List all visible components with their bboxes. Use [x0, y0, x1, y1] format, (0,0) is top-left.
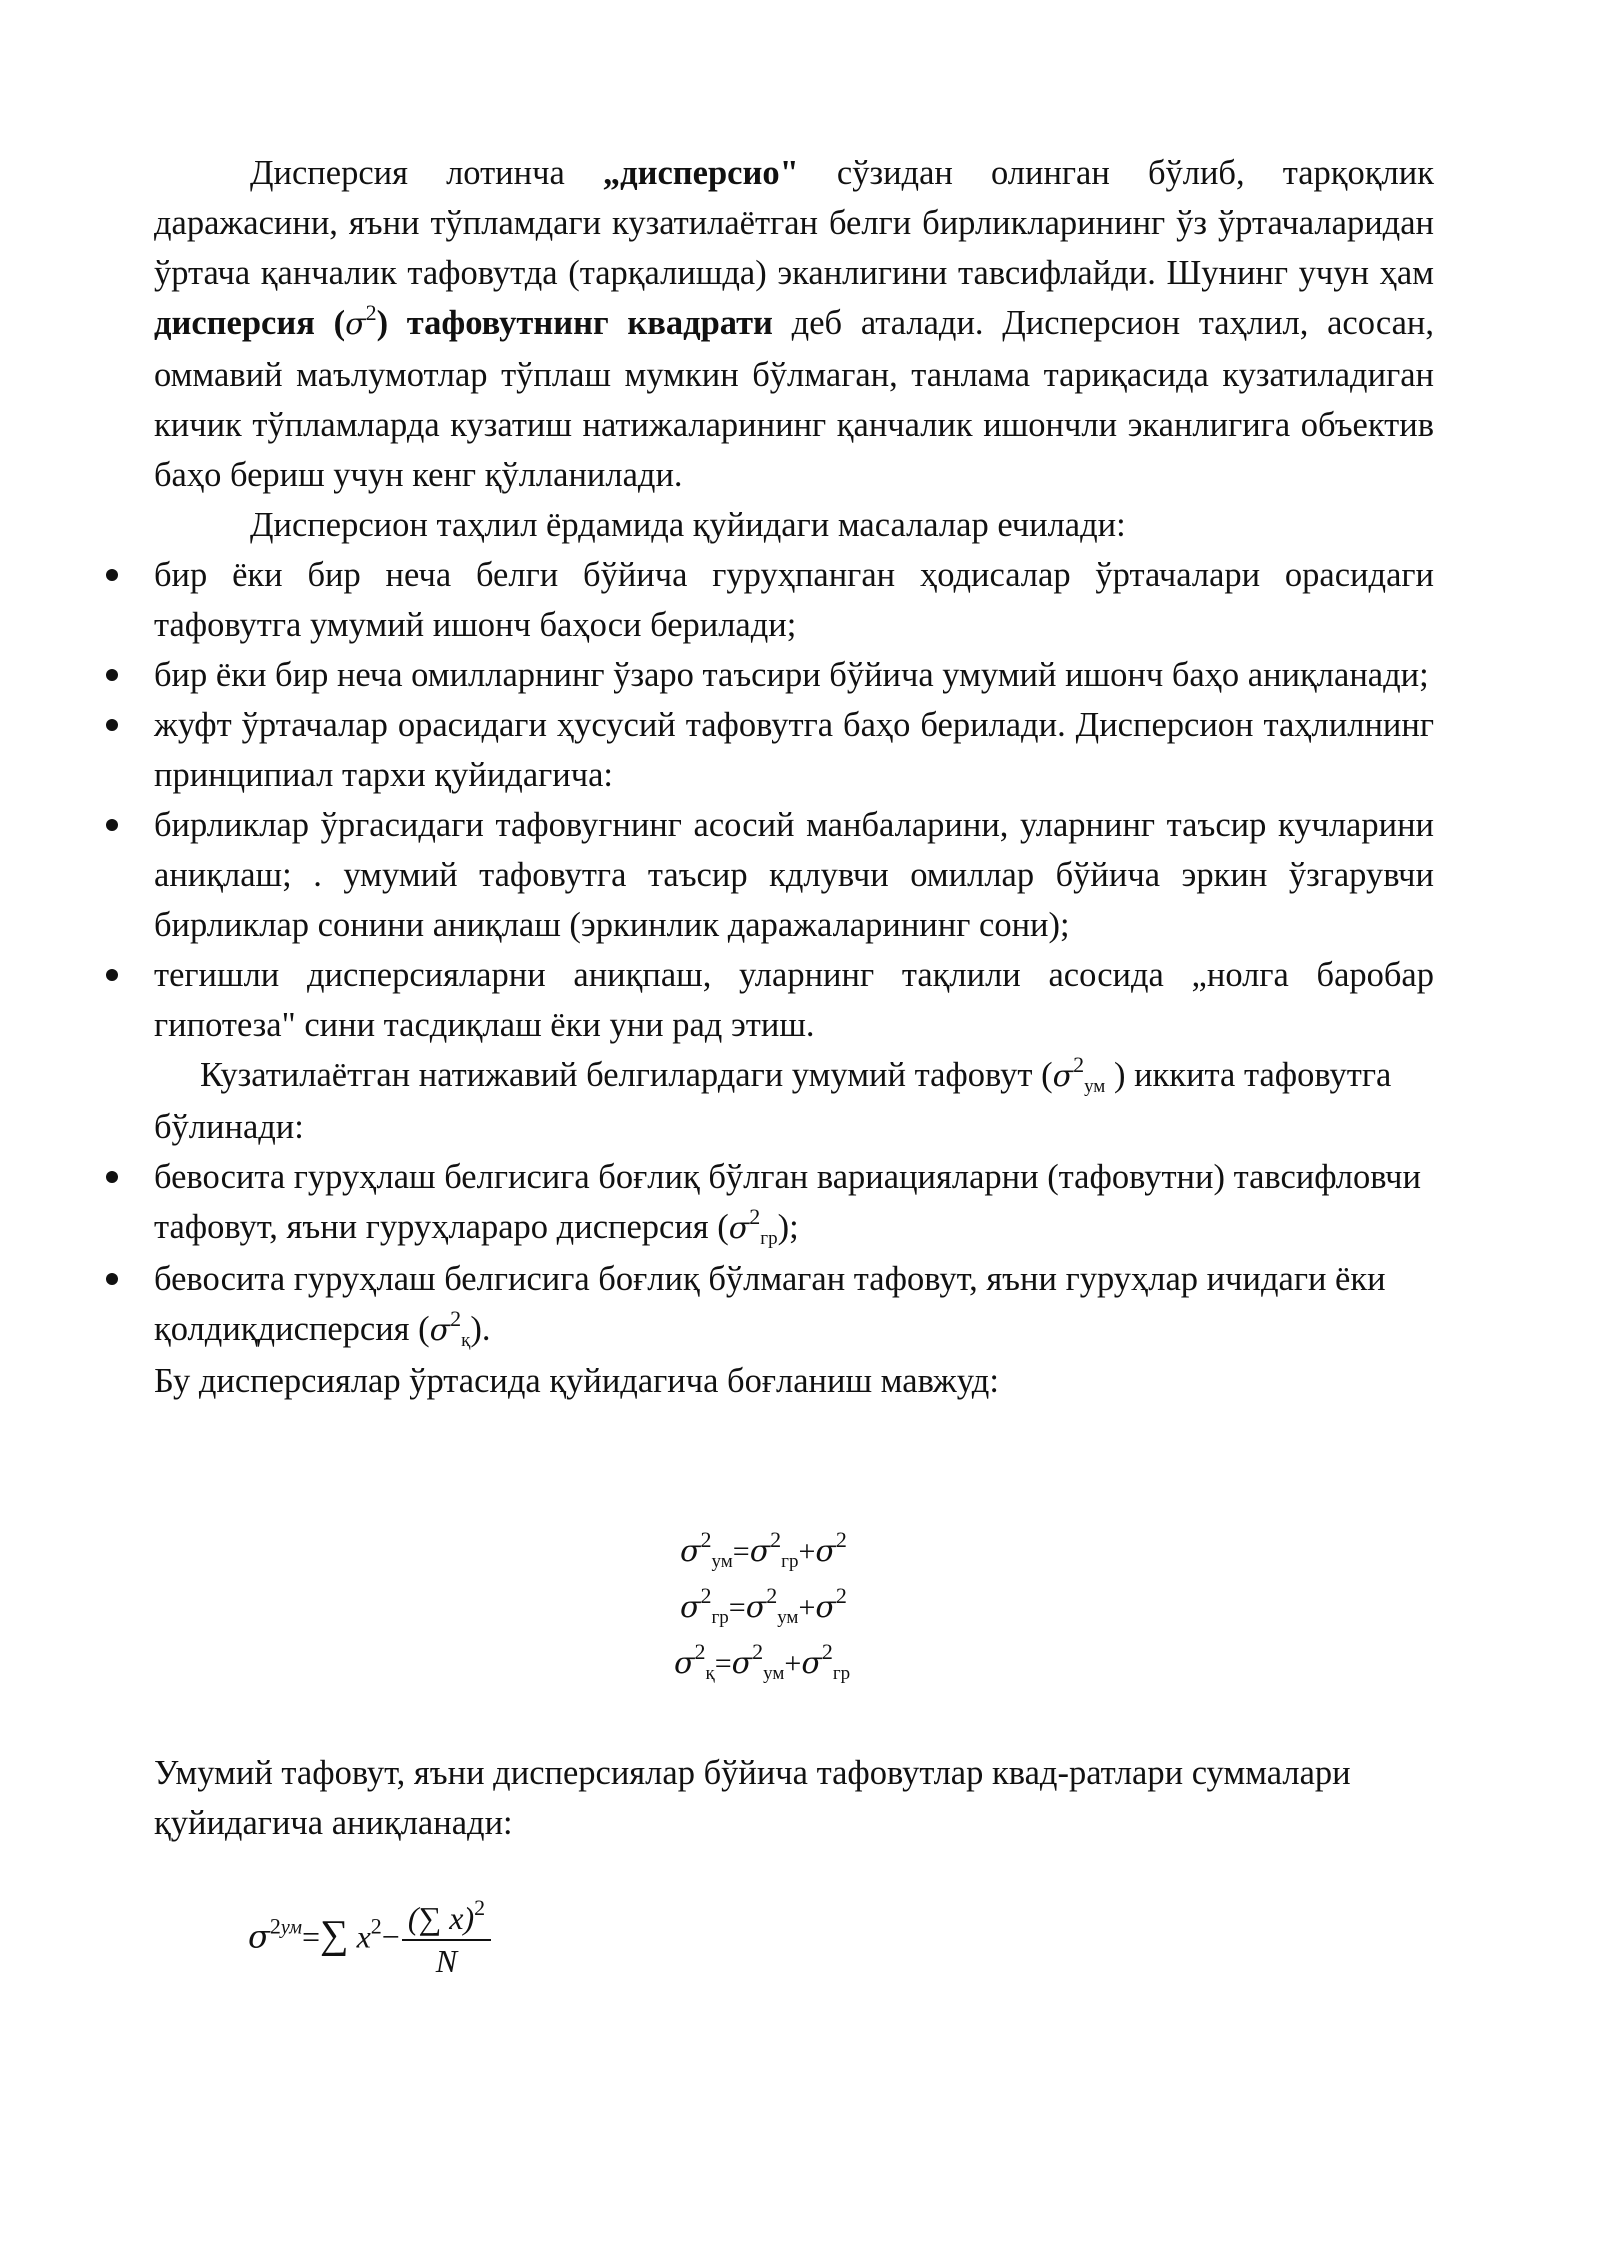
fraction-numerator	[402, 1895, 491, 1941]
square-superscript: 2	[770, 1527, 782, 1552]
fraction	[402, 1895, 491, 1980]
square-superscript: 2	[450, 1306, 462, 1331]
plus-sign: +	[798, 1591, 816, 1624]
formula-3	[674, 1639, 851, 1684]
equals-sign: =	[302, 1918, 321, 1955]
square-superscript: 2	[821, 1639, 833, 1664]
sigma-symbol: σ	[680, 1534, 701, 1569]
intro-bold-term: „дисперсио"	[602, 154, 799, 192]
sigma-symbol: σ	[248, 1917, 270, 1956]
minus-sign: −	[381, 1918, 400, 1955]
bullet-icon	[106, 669, 118, 681]
paragraph-sum-of-squares: Умумий тафовут, яъни дисперсиялар бўйича тафовутлар квад-ратлари суммалари қуйидагича аниқланади:	[154, 1754, 1351, 1842]
intro-bold-3: )	[376, 304, 389, 342]
formula-2	[680, 1583, 847, 1628]
sum-icon: ∑	[320, 1911, 349, 1957]
list-item	[154, 550, 1434, 650]
square-superscript: 2	[752, 1639, 764, 1664]
square-superscript: 2	[365, 300, 377, 325]
numerator-expression: (∑ x)	[407, 1900, 475, 1936]
paragraph-relation: Бу дисперсиялар ўртасида қуйидагича боғланиш мавжуд:	[154, 1362, 999, 1400]
bullet-icon	[106, 1273, 118, 1285]
bullet-icon	[106, 719, 118, 731]
sigma-symbol: σ	[749, 1534, 771, 1569]
paragraph-total-variance	[154, 1050, 1434, 1152]
sigma-symbol: σ	[815, 1534, 836, 1569]
paragraph-tasks-heading: Дисперсион таҳлил ёрдамида қуйидаги масалалар ечилади:	[250, 506, 1126, 544]
list-item	[154, 1152, 1434, 1254]
sigma-symbol: σ	[345, 307, 366, 342]
list-item	[154, 800, 1434, 950]
sigma-symbol: σ	[728, 1211, 750, 1246]
paragraph-intro	[154, 148, 1434, 500]
intro-bold-4: тафовутнинг квадрати	[388, 304, 773, 342]
formula-subscript: ум	[763, 1663, 785, 1684]
intro-text-3: деб аталади. Дисперсион таҳлил, асосан, оммавий маълумотлар тўплаш мумкин бўлмаган, танлама тариқасида кузатиладиган кичик тўпламларда кузатиш натижаларининг қанчалик ишончли эканлигига объектив баҳо бериш учун кенг қўлланилади.	[154, 304, 1434, 494]
list-item-text: жуфт ўртачалар орасидаги ҳусусий тафовутга баҳо берилади. Дисперсион таҳлилнинг принципиал тархи қуйидагича:	[154, 706, 1434, 794]
bullet-icon	[106, 969, 118, 981]
bullet-icon	[106, 819, 118, 831]
formula-1	[680, 1527, 847, 1572]
bullet-icon	[106, 569, 118, 581]
sigma-symbol: σ	[801, 1646, 822, 1681]
fraction-denominator: N	[435, 1943, 458, 1979]
sigma-symbol: σ	[1052, 1059, 1074, 1094]
sigma-symbol: σ	[680, 1590, 701, 1625]
list-item	[154, 700, 1434, 800]
sigma-symbol: σ	[815, 1590, 836, 1625]
subscript-um: ум	[1084, 1076, 1106, 1097]
sigma-symbol: σ	[745, 1590, 767, 1625]
square-superscript: 2	[766, 1583, 778, 1608]
square-superscript: 2	[370, 1913, 382, 1939]
sum-of-squares-text	[154, 1748, 1434, 1848]
formula-subscript: гр	[781, 1551, 799, 1572]
list-item-text: бир ёки бир неча омилларнинг ўзаро таъсири бўйича умумий ишонч баҳо аниқланади;	[154, 656, 1429, 694]
square-superscript: 2	[835, 1527, 847, 1552]
main-text	[154, 148, 1434, 1406]
square-superscript: 2	[474, 1895, 486, 1920]
variable-x: x	[356, 1918, 371, 1955]
list-item	[154, 650, 1434, 700]
square-superscript: 2	[749, 1204, 761, 1229]
subscript-q: қ	[461, 1330, 471, 1351]
plus-sign: +	[798, 1535, 816, 1568]
intro-text-1: Дисперсия лотинча	[250, 154, 603, 192]
formula-subscript: қ	[705, 1663, 715, 1684]
intro-bold-2: дисперсия (	[154, 304, 346, 342]
bullet-icon	[106, 1171, 118, 1183]
formula-subscript: гр	[832, 1663, 851, 1684]
total-variance-formula	[248, 1895, 491, 1980]
square-superscript: 2	[269, 1913, 281, 1939]
list-item-text: бирликлар ўргасидаги тафовугнинг асосий манбаларини, уларнинг таъсир кучларини аниқлаш; . умумий тафовутга таъсир кдлувчи омиллар бўйича эркин ўзгарувчи бирликлар сонини аниқлаш (эркинлик даражаларининг сони);	[154, 806, 1434, 944]
square-superscript: 2	[835, 1583, 847, 1608]
square-superscript: 2	[694, 1639, 706, 1664]
list-item	[154, 950, 1434, 1050]
formula-subscript: ум	[280, 1916, 302, 1939]
square-superscript: 2	[700, 1527, 712, 1552]
sigma-symbol: σ	[731, 1646, 753, 1681]
plus-sign: +	[784, 1647, 802, 1680]
list-item-text-end: ).	[470, 1310, 491, 1348]
equals-sign: =	[714, 1647, 732, 1680]
list-item	[154, 1254, 1434, 1356]
formula-subscript: ум	[777, 1607, 799, 1628]
formula-subscript: гр	[711, 1607, 729, 1628]
list-item-text: бевосита гуруҳлаш белгисига боғлиқ бўлган вариацияларни (тафовутни) тавсифловчи тафовут, яъни гуруҳлараро дисперсия (	[154, 1158, 1421, 1246]
list-item-text-end: );	[777, 1208, 799, 1246]
equals-sign: =	[732, 1535, 750, 1568]
list-item-text: бевосита гуруҳлаш белгисига боғлиқ бўлмаган тафовут, яъни гуруҳлар ичидаги ёки қолдиқдисперсия (	[154, 1260, 1386, 1348]
equals-sign: =	[728, 1591, 746, 1624]
subscript-gr: гр	[760, 1228, 778, 1249]
sigma-symbol: σ	[674, 1646, 695, 1681]
total-variance-text-2: ) иккита тафовутга бўлинади:	[154, 1056, 1392, 1146]
square-superscript: 2	[1073, 1052, 1085, 1077]
variance-parts-list	[154, 1152, 1434, 1356]
formula-subscript: ум	[711, 1551, 733, 1572]
total-variance-text-1: Кузатилаётган натижавий белгилардаги умумий тафовут (	[200, 1056, 1053, 1094]
square-superscript: 2	[700, 1583, 712, 1608]
list-item-text: тегишли дисперсияларни аниқпаш, уларнинг тақлили асосида „нолга баробар гипотеза" сини тасдиқлаш ёки уни рад этиш.	[154, 956, 1434, 1044]
list-item-text: бир ёки бир неча белги бўйича гуруҳпанган ҳодисалар ўртачалари орасидаги тафовутга умумий ишонч баҳоси берилади;	[154, 556, 1434, 644]
intro-text-2: сўзидан олинган бўлиб, тарқоқлик даражасини, яъни тўпламдаги кузатилаётган белги бирликларининг ўз ўртачаларидан ўртача қанчалик тафовутда (тарқалишда) эканлигини тавсифлайди. Шунинг учун ҳам	[154, 154, 1434, 292]
sigma-symbol: σ	[429, 1313, 451, 1348]
tasks-list	[154, 550, 1434, 1050]
